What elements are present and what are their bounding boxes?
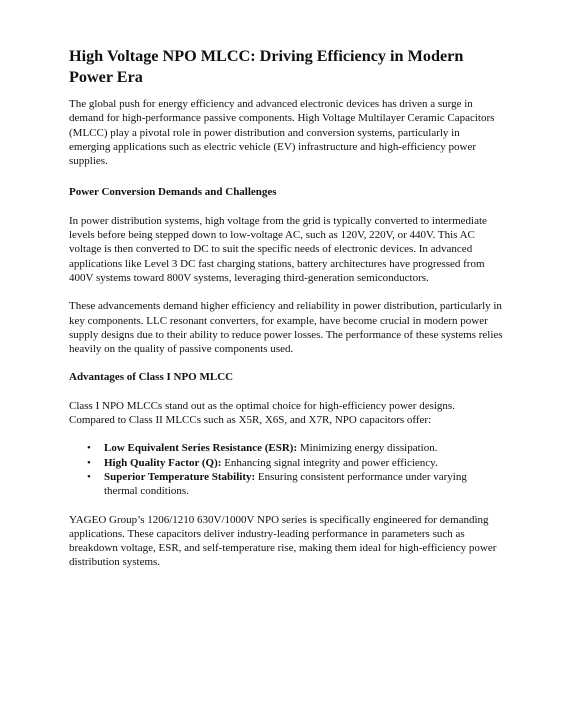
document-page — [69, 46, 503, 570]
list-item — [69, 456, 503, 470]
list-item-term: High Quality Factor (Q): — [104, 456, 222, 469]
bullet-icon: • — [87, 470, 91, 483]
advantages-list — [69, 441, 503, 498]
power-conversion-paragraph-1: In power distribution systems, high voltage from the grid is typically converted to intermediate levels before being stepped down to low-voltage AC, such as 120V, 220V, or 440V. This AC voltage is then converted to DC to suit the specific needs of electronic devices. In advanced applications like Level 3 DC fast charging stations, battery architectures have progressed from 400V systems toward 800V systems, leveraging third-generation semiconductors. — [69, 214, 487, 284]
list-item-term: Superior Temperature Stability: — [104, 470, 256, 483]
list-item-term: Low Equivalent Series Resistance (ESR): — [104, 442, 298, 455]
article-title: High Voltage NPO MLCC: Driving Efficiency in Modern Power Era — [69, 47, 464, 86]
list-item-text: Enhancing signal integrity and power efficiency. — [221, 456, 438, 469]
advantages-paragraph: Class I NPO MLCCs stand out as the optimal choice for high-efficiency power designs. Compared to Class II MLCCs such as X5R, X6S, and X7R, NPO capacitors offer: — [69, 399, 455, 427]
list-item-text: Minimizing energy dissipation. — [297, 442, 438, 455]
list-item — [69, 470, 503, 499]
power-conversion-paragraph-2: These advancements demand higher efficiency and reliability in power distribution, particularly in key components. LLC resonant converters, for example, have become crucial in modern power supply designs due to their ability to reduce power losses. The performance of these systems relies heavily on the quality of passive components used. — [69, 300, 503, 356]
bullet-icon: • — [87, 442, 91, 455]
list-item — [69, 441, 503, 455]
intro-paragraph: The global push for energy efficiency and advanced electronic devices has driven a surge in demand for high-performance passive components. High Voltage Multilayer Ceramic Capacitors (MLCC) play a pivotal role in power distribution and conversion systems, particularly in emerging applications such as electric vehicle (EV) infrastructure and high-efficiency power supplies. — [69, 98, 495, 168]
section-heading-power-conversion: Power Conversion Demands and Challenges — [69, 186, 277, 199]
list-item-text: Ensuring consistent performance under varying thermal conditions. — [104, 470, 467, 498]
section-heading-advantages: Advantages of Class I NPO MLCC — [69, 371, 234, 384]
bullet-icon: • — [87, 456, 91, 469]
closing-paragraph: YAGEO Group’s 1206/1210 630V/1000V NPO series is specifically engineered for demanding applications. These capacitors deliver industry-leading performance in parameters such as breakdown voltage, ESR, and self-temperature rise, making them ideal for high-efficiency power distribution systems. — [69, 513, 497, 569]
